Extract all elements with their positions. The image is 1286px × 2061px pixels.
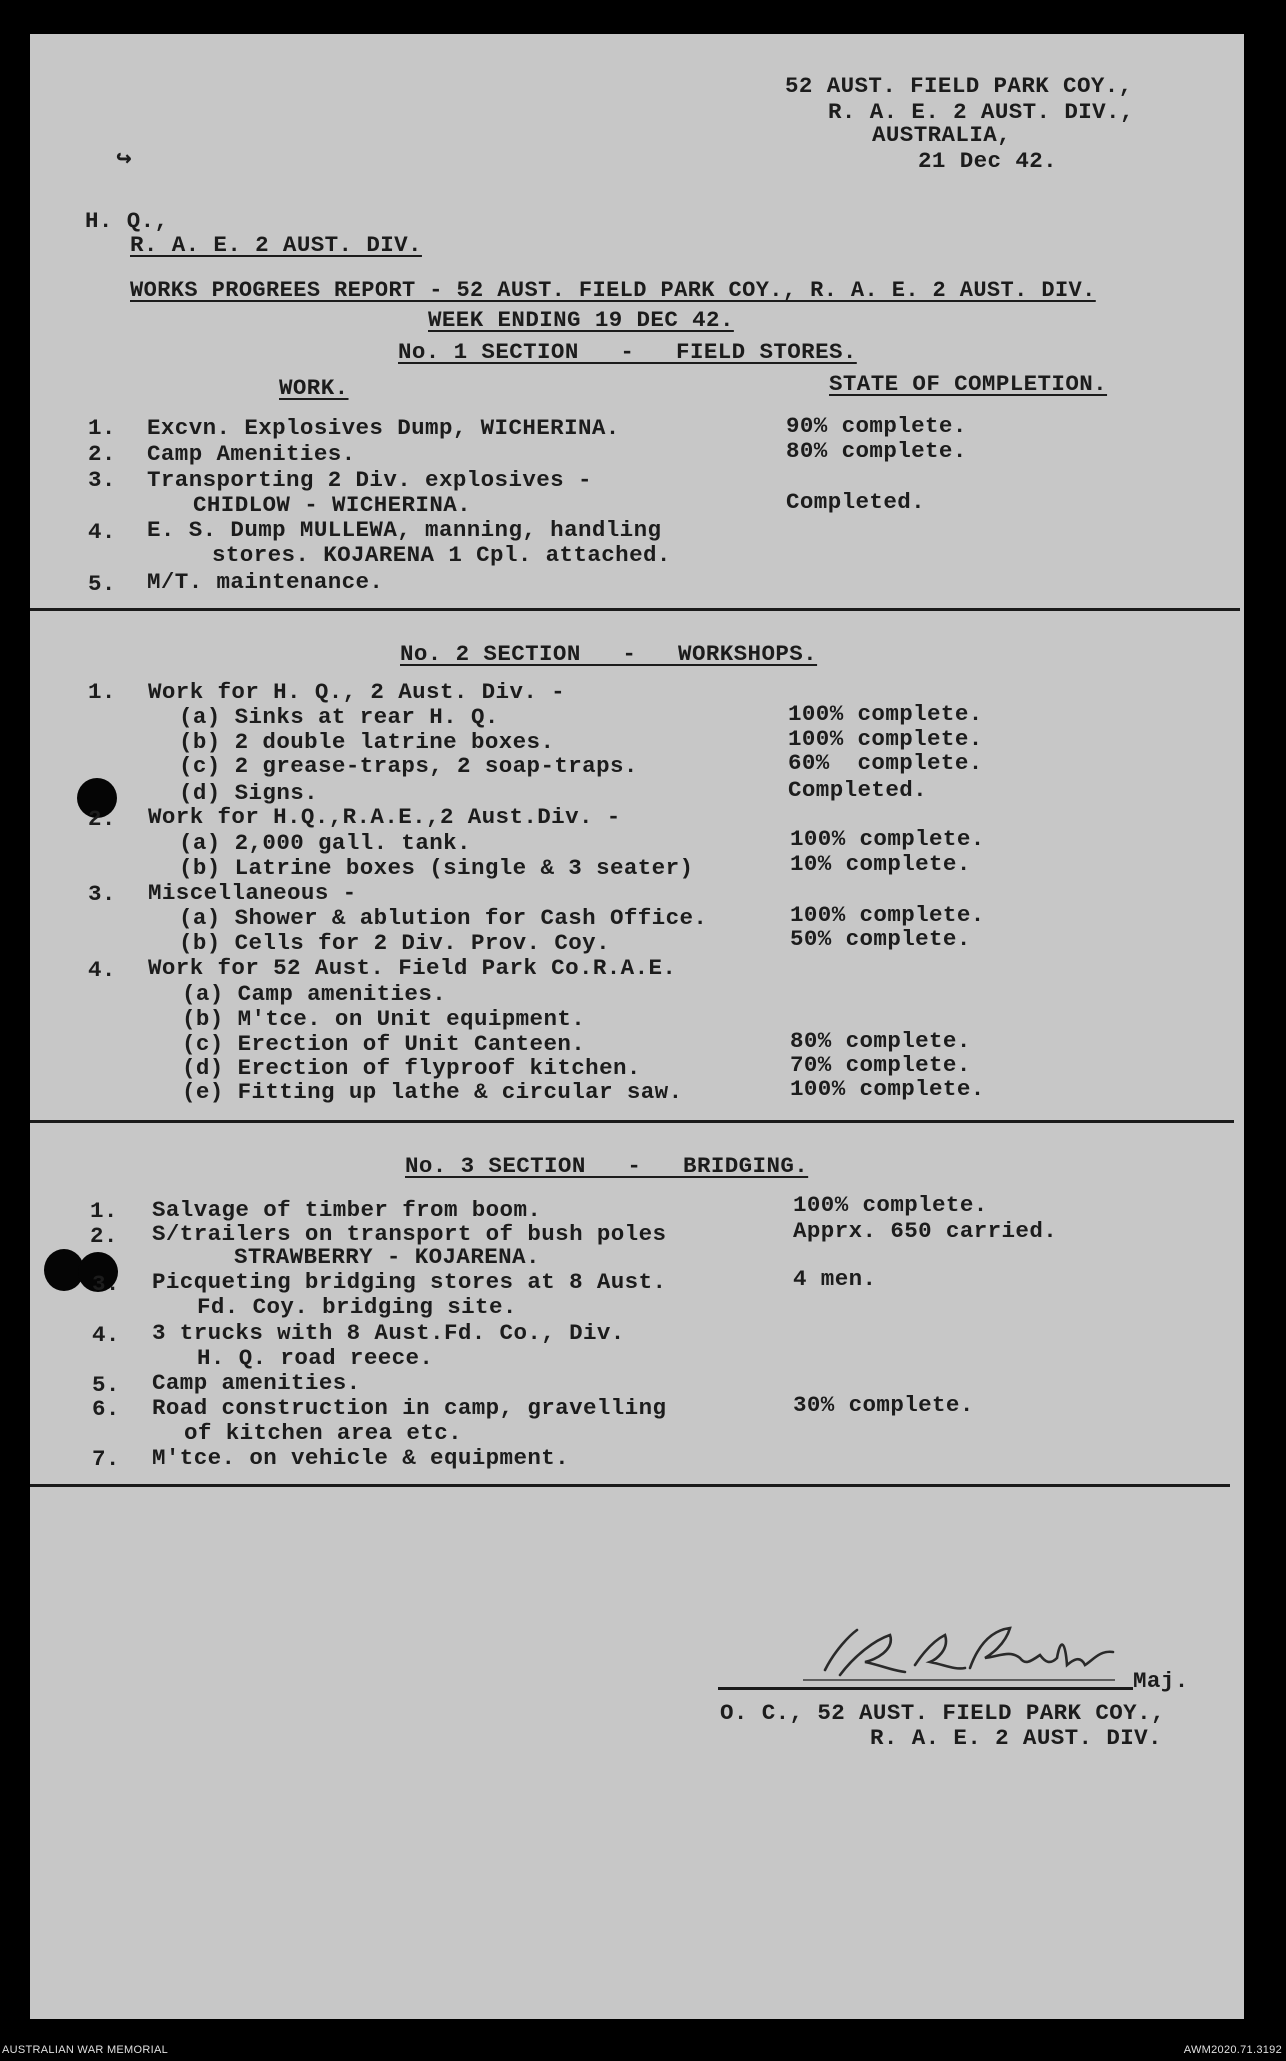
sub-item-label: (a) Sinks at rear H. Q. <box>179 704 499 730</box>
sub-item-label: (b) M'tce. on Unit equipment. <box>182 1006 586 1032</box>
list-item-num: 1. <box>88 679 116 705</box>
signature-rank: Maj. <box>1133 1668 1189 1694</box>
list-item-state: Completed. <box>786 489 926 515</box>
report-subtitle: WEEK ENDING 19 DEC 42. <box>428 307 734 333</box>
addressee-line2: R. A. E. 2 AUST. DIV. <box>130 232 422 258</box>
sub-item-state: 100% complete. <box>790 902 985 928</box>
list-item-text: Camp amenities. <box>152 1370 361 1396</box>
list-item-num: 2. <box>88 441 116 467</box>
addressee-line1: H. Q., <box>85 208 169 234</box>
list-item-text: Work for 52 Aust. Field Park Co.R.A.E. <box>148 955 677 981</box>
list-item-text: M'tce. on vehicle & equipment. <box>152 1445 570 1471</box>
signatory-title-line2: R. A. E. 2 AUST. DIV. <box>870 1725 1162 1751</box>
list-item-text: Road construction in camp, gravelling <box>152 1395 667 1421</box>
section3-heading: No. 3 SECTION - BRIDGING. <box>405 1153 809 1179</box>
list-item-state: 30% complete. <box>793 1392 974 1418</box>
list-item-num: 2. <box>88 806 116 832</box>
sub-item-label: (c) 2 grease-traps, 2 soap-traps. <box>179 753 638 779</box>
sub-item-label: (b) Latrine boxes (single & 3 seater) <box>179 855 694 881</box>
sub-item-label: (d) Erection of flyproof kitchen. <box>182 1055 641 1081</box>
list-item-state: 4 men. <box>793 1266 877 1292</box>
list-item-text: Work for H. Q., 2 Aust. Div. - <box>148 679 566 705</box>
list-item-num: 3. <box>88 881 116 907</box>
list-item-state: 90% complete. <box>786 413 967 439</box>
list-item-state: 80% complete. <box>786 438 967 464</box>
signatory-title-line1: O. C., 52 AUST. FIELD PARK COY., <box>720 1700 1165 1726</box>
sub-item-label: (d) Signs. <box>179 780 319 806</box>
sub-item-label: (a) Shower & ablution for Cash Office. <box>179 905 708 931</box>
letterhead-date: 21 Dec 42. <box>918 148 1058 174</box>
sub-item-state: 10% complete. <box>790 851 971 877</box>
list-item-num: 4. <box>92 1322 120 1348</box>
sub-item-state: 100% complete. <box>790 826 985 852</box>
sub-item-state: 70% complete. <box>790 1052 971 1078</box>
sub-item-label: (c) Erection of Unit Canteen. <box>182 1031 586 1057</box>
list-item-num: 1. <box>88 415 116 441</box>
letterhead-line3: AUSTRALIA, <box>872 122 1012 148</box>
list-item-state: Apprx. 650 carried. <box>793 1218 1058 1244</box>
list-item-num: 7. <box>92 1446 120 1472</box>
list-item-text: E. S. Dump MULLEWA, manning, handling <box>147 517 662 543</box>
list-item-text: Work for H.Q.,R.A.E.,2 Aust.Div. - <box>148 804 621 830</box>
footer-left: AUSTRALIAN WAR MEMORIAL <box>2 2044 169 2056</box>
section2-heading: No. 2 SECTION - WORKSHOPS. <box>400 641 818 667</box>
list-item-text: Picqueting bridging stores at 8 Aust. <box>152 1269 667 1295</box>
section-divider <box>30 1120 1234 1123</box>
sub-item-label: (e) Fitting up lathe & circular saw. <box>182 1079 683 1105</box>
section-divider <box>30 608 1240 611</box>
sub-item-state: 50% complete. <box>790 926 971 952</box>
letterhead-line1: 52 AUST. FIELD PARK COY., <box>785 73 1133 99</box>
sub-item-state: 100% complete. <box>788 701 983 727</box>
footer-right: AWM2020.71.3192 <box>1183 2044 1282 2056</box>
list-item-text: Camp Amenities. <box>147 441 356 467</box>
list-item-text-cont: of kitchen area etc. <box>184 1420 463 1446</box>
list-item-state: 100% complete. <box>793 1192 988 1218</box>
list-item-num: 4. <box>88 519 116 545</box>
sub-item-state: 60% complete. <box>788 750 983 776</box>
list-item-text: M/T. maintenance. <box>147 569 384 595</box>
sub-item-state: 100% complete. <box>790 1076 985 1102</box>
handwritten-signature <box>795 1610 1140 1690</box>
list-item-num: 5. <box>88 571 116 597</box>
list-item-text-cont: H. Q. road reece. <box>197 1345 434 1371</box>
list-item-text: 3 trucks with 8 Aust.Fd. Co., Div. <box>152 1320 625 1346</box>
sub-item-label: (a) Camp amenities. <box>182 981 447 1007</box>
list-item-num: 3. <box>92 1271 120 1297</box>
letterhead-line2: R. A. E. 2 AUST. DIV., <box>828 99 1134 125</box>
list-item-text-cont: CHIDLOW - WICHERINA. <box>193 492 472 518</box>
sub-item-state: 80% complete. <box>790 1028 971 1054</box>
list-item-text: S/trailers on transport of bush poles <box>152 1221 667 1247</box>
list-item-num: 4. <box>88 957 116 983</box>
list-item-text-cont: STRAWBERRY - KOJARENA. <box>234 1244 540 1270</box>
list-item-text: Excvn. Explosives Dump, WICHERINA. <box>147 415 620 441</box>
sub-item-label: (a) 2,000 gall. tank. <box>179 830 471 856</box>
margin-mark: ↪ <box>116 144 133 174</box>
list-item-text-cont: Fd. Coy. bridging site. <box>197 1294 517 1320</box>
list-item-text: Transporting 2 Div. explosives - <box>147 467 592 493</box>
sub-item-state: 100% complete. <box>788 726 983 752</box>
section-divider <box>30 1484 1230 1487</box>
list-item-num: 3. <box>88 467 116 493</box>
report-title: WORKS PROGREES REPORT - 52 AUST. FIELD PARK COY., R. A. E. 2 AUST. DIV. <box>130 278 1096 303</box>
list-item-num: 2. <box>90 1223 118 1249</box>
section1-heading: No. 1 SECTION - FIELD STORES. <box>398 339 857 365</box>
list-item-num: 5. <box>92 1372 120 1398</box>
list-item-text: Miscellaneous - <box>148 880 357 906</box>
list-item-text-cont: stores. KOJARENA 1 Cpl. attached. <box>212 542 671 568</box>
col-work-header: WORK. <box>279 375 349 401</box>
sub-item-label: (b) Cells for 2 Div. Prov. Coy. <box>179 930 610 956</box>
sub-item-state: Completed. <box>788 777 928 803</box>
list-item-num: 1. <box>90 1198 118 1224</box>
col-state-header: STATE OF COMPLETION. <box>829 371 1108 397</box>
signature-line <box>718 1687 1133 1690</box>
sub-item-label: (b) 2 double latrine boxes. <box>179 729 555 755</box>
list-item-text: Salvage of timber from boom. <box>152 1197 542 1223</box>
list-item-num: 6. <box>92 1396 120 1422</box>
